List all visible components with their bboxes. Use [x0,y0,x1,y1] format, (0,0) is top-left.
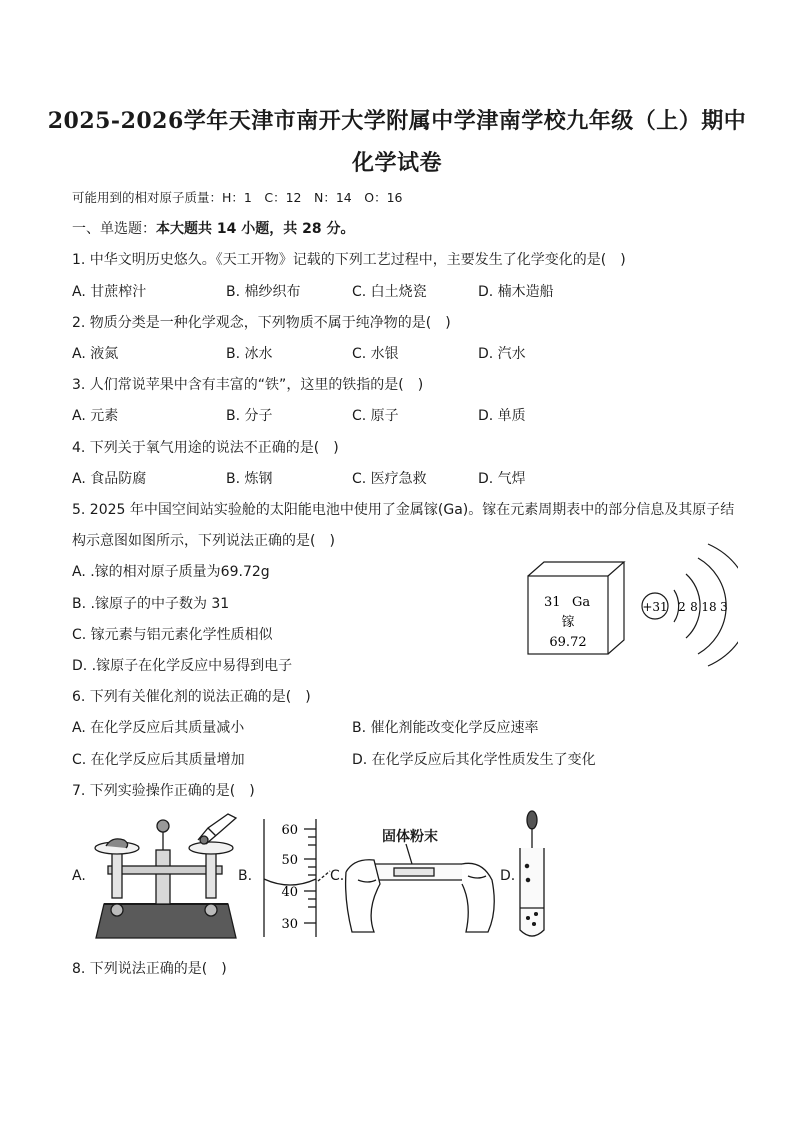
q7-option-a-label: A. [72,868,86,884]
q4-option-c: C. 医疗急救 [352,471,427,487]
q5-option-b: B. .镓原子的中子数为 31 [72,596,230,612]
question-4-stem: 4. 下列关于氧气用途的说法不正确的是( ) [72,440,339,456]
solid-powder-label: 固体粉末 [382,829,438,845]
cylinder-tick-50: 50 [281,853,298,868]
cylinder-tick-60: 60 [281,823,298,838]
question-1-stem: 1. 中华文明历史悠久。《天工开物》记载的下列工艺过程中，主要发生了化学变化的是( ) [72,252,626,268]
page-title: 2025-2026学年天津市南开大学附属中学津南学校九年级（上）期中 [47,108,747,134]
q1-option-c: C. 白土烧瓷 [352,284,427,300]
graduated-cylinder-illustration [252,815,332,940]
q4-option-d: D. 气焊 [478,471,526,487]
question-7-stem: 7. 下列实验操作正确的是( ) [72,783,255,799]
q6-option-c: C. 在化学反应后其质量增加 [72,752,245,768]
section-desc-a: 本大题共 [156,221,217,237]
q2-option-d: D. 汽水 [478,346,526,362]
q6-option-b: B. 催化剂能改变化学反应速率 [352,720,539,736]
section-count: 14 [216,221,237,237]
question-2-stem: 2. 物质分类是一种化学观念，下列物质不属于纯净物的是( ) [72,315,451,331]
section-score: 28 [302,221,322,237]
q7-option-b-label: B. [238,868,253,884]
q5-option-c: C. 镓元素与铝元素化学性质相似 [72,627,273,643]
q6-option-a: A. 在化学反应后其质量减小 [72,720,245,736]
q7-option-d-label: D. [500,868,516,884]
cylinder-tick-40: 40 [281,885,298,900]
atom-nucleus-charge: +31 [642,600,668,614]
q4-option-a: A. 食品防腐 [72,471,147,487]
q5-option-d: D. .镓原子在化学反应中易得到电子 [72,658,293,674]
q3-option-d: D. 单质 [478,408,526,424]
q6-option-d: D. 在化学反应后其化学性质发生了变化 [352,752,596,768]
q3-option-c: C. 原子 [352,408,399,424]
shell-electrons-4: 3 [720,600,728,614]
element-mass: 69.72 [549,635,587,650]
question-5-stem-line2: 构示意图如图所示，下列说法正确的是( ) [72,533,335,549]
cylinder-tick-30: 30 [281,917,298,932]
q1-option-a: A. 甘蔗榨汁 [72,284,147,300]
q2-option-b: B. 冰水 [226,346,273,362]
q4-option-b: B. 炼钢 [226,471,273,487]
question-5-stem-line1: 5. 2025 年中国空间站实验舱的太阳能电池中使用了金属镓(Ga)。镓在元素周期表中的部分信息及其原子结 [72,502,735,518]
section-heading [72,218,354,238]
element-card-ga [526,560,626,656]
balance-scale-illustration [90,810,240,945]
q3-option-b: B. 分子 [226,408,273,424]
question-3-stem: 3. 人们常说苹果中含有丰富的“铁”，这里的铁指的是( ) [72,377,424,393]
q5-option-a: A. .镓的相对原子质量为69.72g [72,564,270,580]
q3-option-a: A. 元素 [72,408,119,424]
atomic-mass-note: 可能用到的相对原子质量：H：1 C：12 N：14 O：16 [72,190,403,205]
shell-electrons-3: 18 [701,600,717,614]
q2-option-c: C. 水银 [352,346,399,362]
question-8-stem: 8. 下列说法正确的是( ) [72,961,227,977]
dropper-test-tube-illustration [514,808,554,944]
page-subtitle: 化学试卷 [351,150,442,176]
section-prefix: 一、单选题： [72,221,156,237]
q2-option-a: A. 液氮 [72,346,119,362]
ga-atom-structure-diagram [638,540,738,670]
element-symbol: Ga [572,595,591,610]
q7-option-c-label: C. [330,868,345,884]
q1-option-d: D. 楠木造船 [478,284,554,300]
element-number: 31 [544,595,561,610]
section-desc-b: 小题，共 [236,221,303,237]
test-tube-powder-illustration [344,840,504,936]
section-desc-c: 分。 [321,221,355,237]
question-6-stem: 6. 下列有关催化剂的说法正确的是( ) [72,689,311,705]
element-name: 镓 [561,615,575,630]
shell-electrons-1: 2 [678,600,686,614]
shell-electrons-2: 8 [690,600,698,614]
q1-option-b: B. 棉纱织布 [226,284,301,300]
